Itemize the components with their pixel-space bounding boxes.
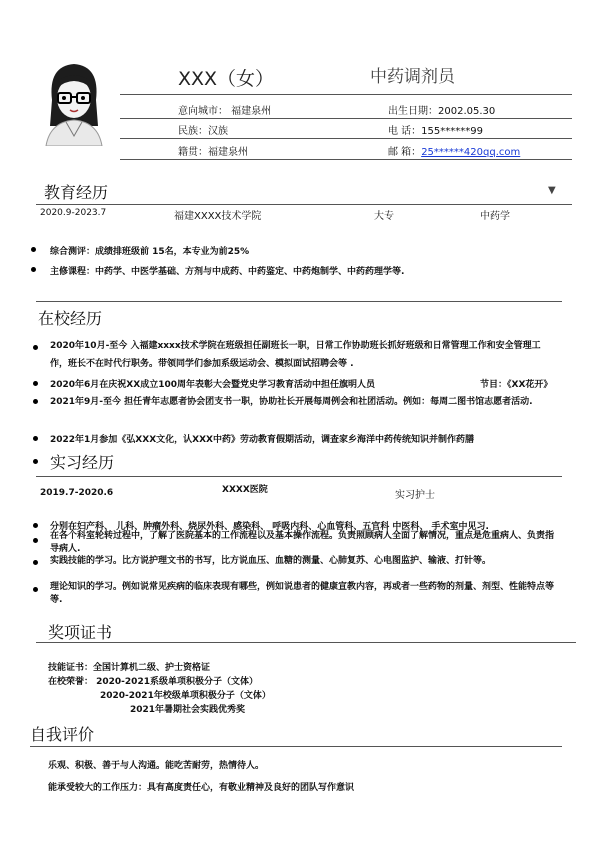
- campus-bullet: 2022年1月参加《弘XXX文化，认XXX中药》劳动教育假期活动，调查家乡海洋中药传统知识并制作药膳: [50, 435, 474, 445]
- bullet-dot: [33, 587, 38, 592]
- section-title-awards: 奖项证书: [48, 623, 113, 642]
- header-divider: [120, 159, 572, 160]
- candidate-name: XXX（女）: [178, 68, 275, 90]
- header-city: 意向城市： 福建泉州: [178, 106, 272, 117]
- section-divider: [36, 204, 572, 205]
- internship-role: 实习护士: [395, 490, 435, 501]
- award-line: 在校荣誉： 2020-2021系级单项积极分子（文体）: [48, 677, 258, 687]
- education-degree: 大专: [374, 211, 394, 222]
- internship-bullet: 实践技能的学习。比方说护理文书的书写，比方说血压、血糖的测量、心肺复苏、心电图监护、输液、打针等。: [50, 556, 492, 566]
- bullet-dot: [33, 523, 38, 528]
- bullet-dot: [31, 247, 36, 252]
- header-birthdate: 出生日期：2002.05.30: [388, 106, 496, 117]
- collapse-arrow-icon[interactable]: ▼: [548, 185, 556, 196]
- bullet-dot: [33, 345, 38, 350]
- section-title-education: 教育经历: [44, 183, 109, 202]
- bullet-dot: [33, 436, 38, 441]
- internship-bullet: 理论知识的学习。例如说常见疾病的临床表现有哪些，例如说患者的健康宣教内容，再或者一些药物的剂量、剂型、性能特点等等.: [50, 582, 555, 605]
- bullet-dot: [33, 560, 38, 565]
- education-major: 中药学: [480, 211, 510, 222]
- header-hometown: 籍贯：福建泉州: [178, 147, 248, 158]
- header-divider: [120, 118, 572, 119]
- award-line: 2020-2021年校级单项积极分子（文体）: [100, 691, 271, 701]
- header-divider: [120, 138, 572, 139]
- education-period: 2020.9-2023.7: [40, 208, 107, 218]
- self-eval-line: 能承受较大的工作压力：具有高度责任心，有敬业精神及良好的团队写作意识: [48, 783, 355, 793]
- section-title-self-evaluation: 自我评价: [30, 725, 95, 744]
- campus-bullet: 2021年9月-至今 担任青年志愿者协会团支书一职，协助社长开展每周例会和社团活动。例如：每周二图书馆志愿者活动.: [50, 397, 533, 407]
- job-title: 中药调剂员: [370, 67, 455, 87]
- bullet-dot: [33, 399, 38, 404]
- internship-bullet: 在各个科室轮转过程中，了解了医院基本的工作流程以及基本操作流程。负责照顾病人全面了解情况，重点是危重病人、负责指导病人.: [50, 531, 555, 554]
- avatar: [36, 56, 112, 146]
- internship-company: XXXX医院: [222, 485, 268, 495]
- section-title-internship: 实习经历: [50, 453, 115, 472]
- bullet-dot: [33, 381, 38, 386]
- award-line: 2021年暑期社会实践优秀奖: [130, 705, 246, 715]
- campus-bullet: 2020年6月在庆祝XX成立100周年表彰大会暨党史学习教育活动中担任旗明人员: [50, 380, 375, 390]
- email-link[interactable]: 25******420qq.com: [421, 147, 521, 158]
- self-eval-line: 乐观、积极、善于与人沟通。能吃苦耐劳，热情待人。: [48, 761, 265, 771]
- section-title-campus: 在校经历: [38, 309, 103, 328]
- education-bullet: 综合测评：成绩排班级前 15名，本专业为前25%: [50, 247, 250, 257]
- campus-bullet-program: 节目：《XX花开》: [480, 380, 553, 390]
- award-line: 技能证书：全国计算机二级、护士资格证: [48, 663, 211, 673]
- section-divider: [36, 642, 576, 643]
- internship-period: 2019.7-2020.6: [40, 488, 114, 498]
- section-divider: [36, 476, 562, 477]
- email-label: 邮 箱：: [388, 147, 422, 158]
- bullet-dot: [31, 267, 36, 272]
- header-email: [388, 143, 520, 158]
- campus-bullet: 2020年10月-至今 入福建xxxx技术学院在班级担任副班长一职，日常工作协助班长抓好班级和日常管理工作和安全管理工作，班长不在时代行职务。带领同学们参加系级运动会、模拟面试招聘会等 .: [50, 341, 541, 369]
- header-phone: 电 话：155******99: [388, 126, 483, 137]
- bullet-dot: [33, 459, 38, 464]
- section-divider: [36, 301, 562, 302]
- education-bullet: 主修课程：中药学、中医学基础、方剂与中成药、中药鉴定、中药炮制学、中药药理学等.: [50, 267, 405, 277]
- header-ethnicity: 民族：汉族: [178, 126, 228, 137]
- internship-bullet: 分别在妇产科、 儿科、肿瘤外科、烧尿外科、感染科、 呼吸内科、心血管科、五官科 中医科、 手术室中见习.: [50, 522, 489, 532]
- bullet-dot: [33, 538, 38, 543]
- header-divider: [120, 94, 572, 95]
- section-divider: [30, 746, 562, 747]
- education-school: 福建XXXX技术学院: [174, 211, 262, 222]
